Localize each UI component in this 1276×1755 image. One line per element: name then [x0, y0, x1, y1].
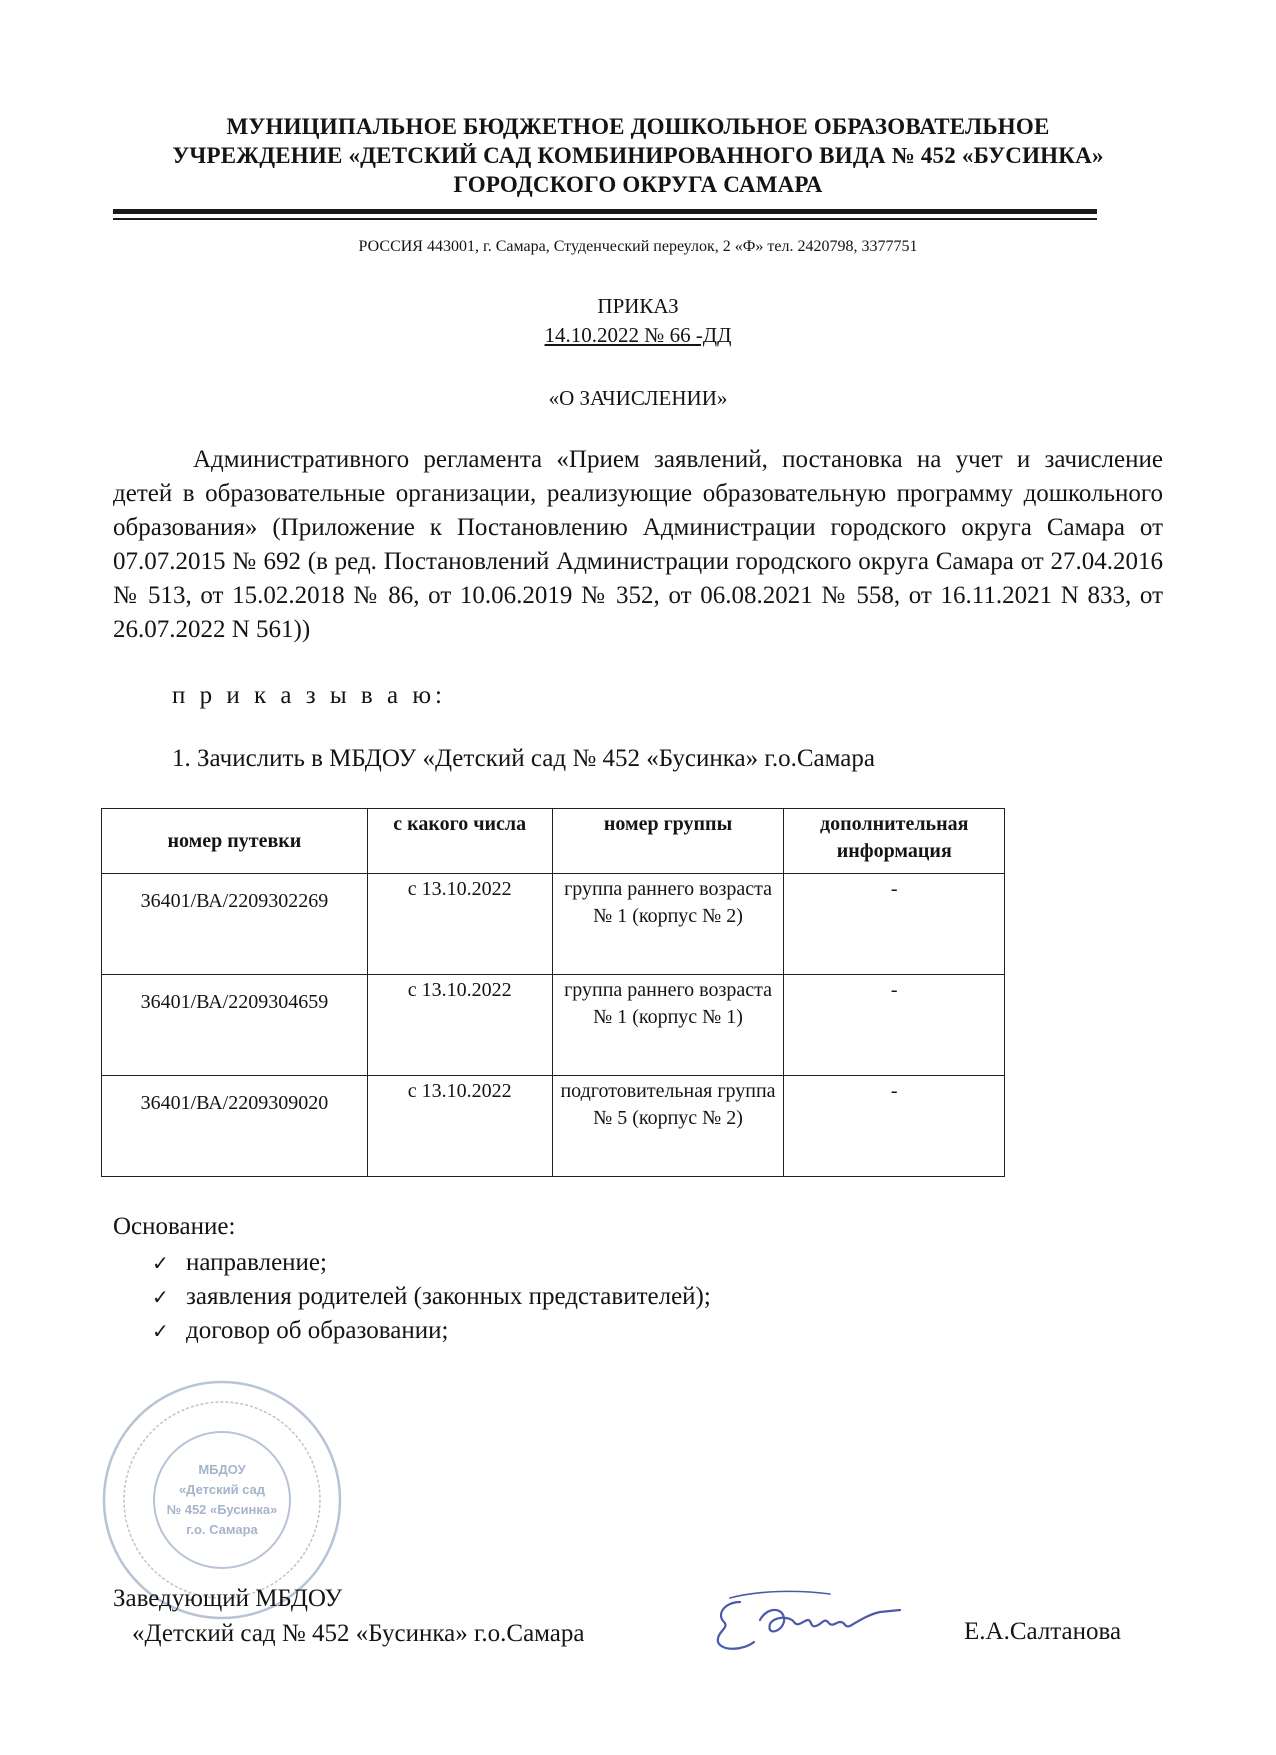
org-line-1: МУНИЦИПАЛЬНОЕ БЮДЖЕТНОЕ ДОШКОЛЬНОЕ ОБРАЗОВАТЕЛЬНОЕ — [226, 114, 1050, 139]
order-body-paragraph: Административного регламента «Прием заявлений, постановка на учет и зачисление детей в образовательные организации, реализующие образовательную программу дошкольного образования» (Приложение к Постановлению Администрации городского округа Самара от 07.07.2015 № 692 (в ред. Постановлений Администрации городского округа Самара от 27.04.2016 № 513, от 15.02.2018 № 86, от 10.06.2019 № 352, от 06.08.2021 № 558, от 16.11.2021 N 833, от 26.07.2022 N 561)) — [113, 446, 1163, 643]
table-header-date: с какого числа — [367, 809, 552, 874]
signatory-name: Е.А.Салтанова — [964, 1618, 1122, 1645]
basis-label: Основание: — [113, 1213, 236, 1240]
list-item — [152, 1280, 711, 1314]
order-date-number-text: 14.10.2022 № 66 -ДД — [544, 323, 732, 347]
table-row — [102, 975, 1005, 1076]
basis-item-text: договор об образовании; — [186, 1317, 449, 1344]
table-row — [102, 1076, 1005, 1177]
table-header-info: дополнительная информация — [784, 809, 1005, 874]
checkmark-icon: ✓ — [152, 1251, 169, 1275]
basis-item-text: направление; — [186, 1249, 327, 1276]
table-cell-group: подготовительная группа № 5 (корпус № 2) — [552, 1076, 784, 1177]
stamp-line-2: «Детский сад — [178, 1482, 266, 1497]
address-line: РОССИЯ 443001, г. Самара, Студенческий переулок, 2 «Ф» тел. 2420798, 3377751 — [358, 238, 918, 255]
table-row — [102, 874, 1005, 975]
enrollment-table — [101, 808, 1005, 1177]
order-title: ПРИКАЗ — [597, 294, 679, 318]
header-rule-thin — [113, 218, 1097, 220]
header-rule-thick — [113, 209, 1097, 214]
table-cell-date: с 13.10.2022 — [367, 975, 552, 1076]
table-cell-group: группа раннего возраста № 1 (корпус № 2) — [552, 874, 784, 975]
table-cell-info: - — [784, 975, 1005, 1076]
table-header-row — [102, 809, 1005, 874]
table-cell-voucher: 36401/ВА/2209309020 — [102, 1076, 368, 1177]
handwritten-signature — [700, 1580, 920, 1660]
org-line-3: ГОРОДСКОГО ОКРУГА САМАРА — [453, 172, 823, 197]
signatory-position-line-1: Заведующий МБДОУ — [113, 1585, 343, 1612]
checkmark-icon: ✓ — [152, 1319, 169, 1343]
table-cell-info: - — [784, 874, 1005, 975]
stamp-line-1: МБДОУ — [198, 1462, 246, 1477]
table-cell-group: группа раннего возраста № 1 (корпус № 1) — [552, 975, 784, 1076]
table-cell-voucher: 36401/ВА/2209304659 — [102, 975, 368, 1076]
basis-list — [152, 1246, 711, 1348]
table-cell-info: - — [784, 1076, 1005, 1177]
order-subject: «О ЗАЧИСЛЕНИИ» — [548, 386, 728, 410]
table-cell-voucher: 36401/ВА/2209302269 — [102, 874, 368, 975]
list-item — [152, 1246, 711, 1280]
signatory-position-line-2: «Детский сад № 452 «Бусинка» г.о.Самара — [132, 1620, 585, 1647]
order-word: п р и к а з ы в а ю: — [172, 682, 446, 709]
organization-name — [100, 112, 1176, 199]
table-cell-date: с 13.10.2022 — [367, 874, 552, 975]
basis-item-text: заявления родителей (законных представителей); — [186, 1283, 711, 1310]
checkmark-icon: ✓ — [152, 1285, 169, 1309]
stamp-line-4: г.о. Самара — [186, 1522, 258, 1537]
stamp-line-3: № 452 «Бусинка» — [166, 1502, 278, 1517]
table-header-group: номер группы — [552, 809, 784, 874]
list-item — [152, 1314, 711, 1348]
org-line-2: УЧРЕЖДЕНИЕ «ДЕТСКИЙ САД КОМБИНИРОВАННОГО ВИДА № 452 «БУСИНКА» — [172, 143, 1104, 168]
order-date-number — [100, 323, 1176, 348]
table-header-voucher: номер путевки — [102, 809, 368, 874]
order-item-1: 1. Зачислить в МБДОУ «Детский сад № 452 «Бусинка» г.о.Самара — [172, 745, 875, 772]
table-cell-date: с 13.10.2022 — [367, 1076, 552, 1177]
